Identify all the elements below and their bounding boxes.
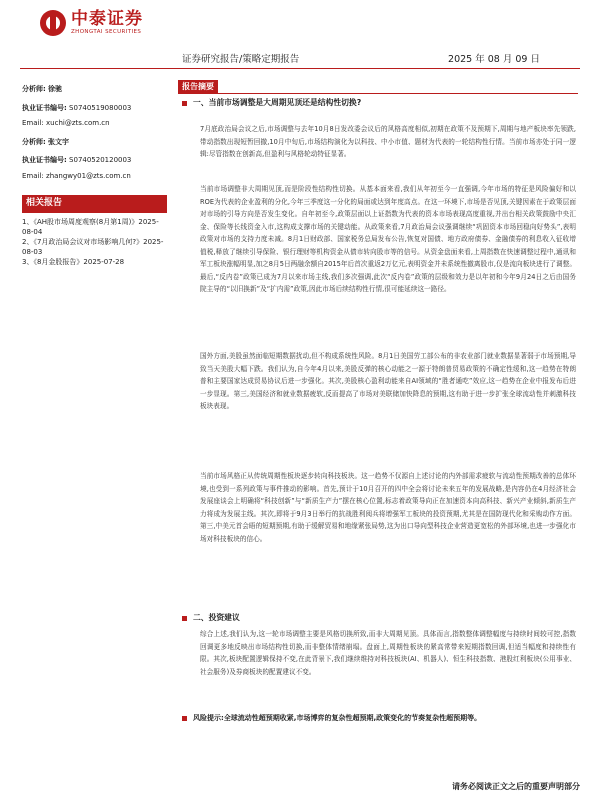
related-reports-list [22, 217, 167, 268]
sidebar [22, 84, 167, 267]
paragraph-3: 国外方面,美股虽然面临短期数据扰动,但不构成系统性风险。8月1日美国劳工部公布的非农业部门就业数据显著弱于市场预期,导致当天美股大幅下跌。我们认为,自今年4月以来,美股反弹的核心动能之一源于特朗普贸易政策的不确定性缓和,这一趋势在特朗普和主要国家达成贸易协议后进一步强化。其次,美股核心盈利动能来自AI领域的“胜者通吃”效应,这一趋势在企业中报发布后进一步显现。第三,美国经济和就业数据疲软,反而提高了市场对美联储加快降息的预期,这有助于进一步扩张全球流动性并刺激科技板块表现。 [200, 352, 576, 410]
analyst-1-cert: 执业证书编号: S0740519080003 [22, 103, 132, 112]
logo-mark-icon [40, 10, 66, 36]
analyst-2-cert: 执业证书编号: S0740520120003 [22, 156, 132, 164]
company-logo [40, 6, 143, 40]
report-type: 证券研究报告/策略定期报告 [182, 54, 300, 65]
logo-name-en: ZHONGTAI SECURITIES [71, 28, 142, 35]
related-reports-header: 相关报告 [22, 195, 167, 213]
analyst-2: 分析师: 张文宇 [22, 137, 70, 146]
footer-disclaimer: 请务必阅读正文之后的重要声明部分 [452, 782, 580, 791]
analyst-1-email[interactable]: Email: xuchi@zts.com.cn [22, 119, 110, 127]
paragraph-1: 7月底政治局会议之后,市场调整与去年10月8日发改委会议后的风格高度相似,初期在政策不及预期下,周期与地产板块率先领跌,带动指数出现短暂回撤,10月中旬后,市场结构演化为以科技、中小市值、题材为代表的一轮结构性行情。当前市场亦处于同一逻辑:尽管指数在创新高,但盈利与风格轮动特征显著。 [200, 125, 576, 158]
paragraph-4: 当前市场风格正从传统周期性板块逐步转向科技板块。这一趋势不仅源自上述讨论的内外部需求疲软与流动性预期改善的总体环境,也受到一系列政策与事件推动的影响。首先,预计于10月召开的四中全会将讨论未来五年的发展战略,是内容仍在4月经济社会发展座谈会上明确将“科技创新”与“新质生产力”摆在核心位置,标志着政策导向正在加速资本向高科技、新兴产业倾斜,新质生产力将成为发展主线。其次,即将于9月3日举行的抗战胜利阅兵将增强军工板块的投资预期,尤其是在国防现代化和采购动作方面。第三,中美元首会晤的短期预期,有助于缓解贸易和地缘紧张局势,这为出口导向型科技企业营造更宽松的外部环境,也进一步强化市场对科技板块的信心。 [200, 472, 576, 543]
bullet-square-icon [182, 616, 187, 621]
heading-1: 一、当前市场调整是大周期见顶还是结构性切换? [182, 97, 361, 108]
logo-name-cn: 中泰证券 [71, 8, 143, 29]
related-report-item[interactable]: 1、《AH股市场周度观察(8月第1周)》2025-08-04 [22, 217, 159, 236]
paragraph-2: 当前市场调整非大周期见顶,而是阶段性结构性切换。从基本面来看,我们从年初至今一直强调,今年市场的特征是风险偏好和以ROE为代表的企业盈利的分化,今年三季度这一分化的局面或达到年度高点。在这一环境下,市场是否见顶,关键因素在于政策层面对市场的引导方向是否发生变化。自年初至今,政策层面以上证指数为代表的资本市场表现高度重视,并出台相关政策鼓励中央汇金、保险等长线资金入市,这构成支撑市场的关键动能。从政策来看,7月政治局会议强调继续“巩固资本市场回稳向好势头”,表明政策对市场的支持力度未减。8月1日财政部、国家税务总局发布公告,恢复对国债、地方政府债券、金融债券的利息收入征收增值税,释放了继续引导保险、银行理财等机构资金从债市转向股市等的信号。从资金盘面来看,上周指数在快速调整过程中,通讯和军工板块涨幅明显,加之8月5日两融余额自2015年后首次重返2万亿元,表明资金并未系统性撤离股市,仅是流向板块进行了调整。最后,“反内卷”政策已成为7月以来市场主线,我们多次强调,此次“反内卷”政策的层级和效力是以年初和今年9月24日之后由国务院主导的“以旧换新”及“扩内需”政策,因此市场后续结构性行情,很可能延续这一路径。 [200, 185, 576, 293]
report-date: 2025 年 08 月 09 日 [448, 54, 540, 65]
risk-note: 风险提示:全球流动性超预期收紧,市场博弈的复杂性超预期,政策变化的节奏复杂性超预期等。 [182, 712, 574, 724]
bullet-square-icon [182, 716, 187, 721]
summary-section [178, 80, 578, 94]
heading-2: 二、投资建议 [182, 612, 240, 623]
analyst-1: 分析师: 徐驰 [22, 85, 63, 93]
related-report-item[interactable]: 2、《7月政治局会议对市场影响几何?》2025-08-03 [22, 237, 164, 256]
paragraph-5: 综合上述,我们认为,这一轮市场调整主要是风格切换所致,而非大周期见顶。具体而言,指数整体调整幅度与持续时间较可控,指数回调更多地反映出市场结构性切换,而非整体情绪崩塌。盘面上,周期性板块的紧高常带来短期指数回调,但适当幅度和持续性有限。其次,板块配置逻辑保持不变,在此背景下,我们继续维持对科技板块(AI、机器人)、恒生科技指数、港股红利板块(公用事业、社会服务)及券商板块的配置建议不变。 [200, 630, 576, 676]
related-report-item[interactable]: 3、《8月金股报告》2025-07-28 [22, 258, 125, 267]
header-rule [20, 68, 580, 69]
summary-header [178, 80, 578, 94]
analyst-2-email[interactable]: Email: zhangwy01@zts.com.cn [22, 171, 131, 180]
summary-tag: 报告摘要 [178, 80, 218, 93]
bullet-square-icon [182, 101, 187, 106]
